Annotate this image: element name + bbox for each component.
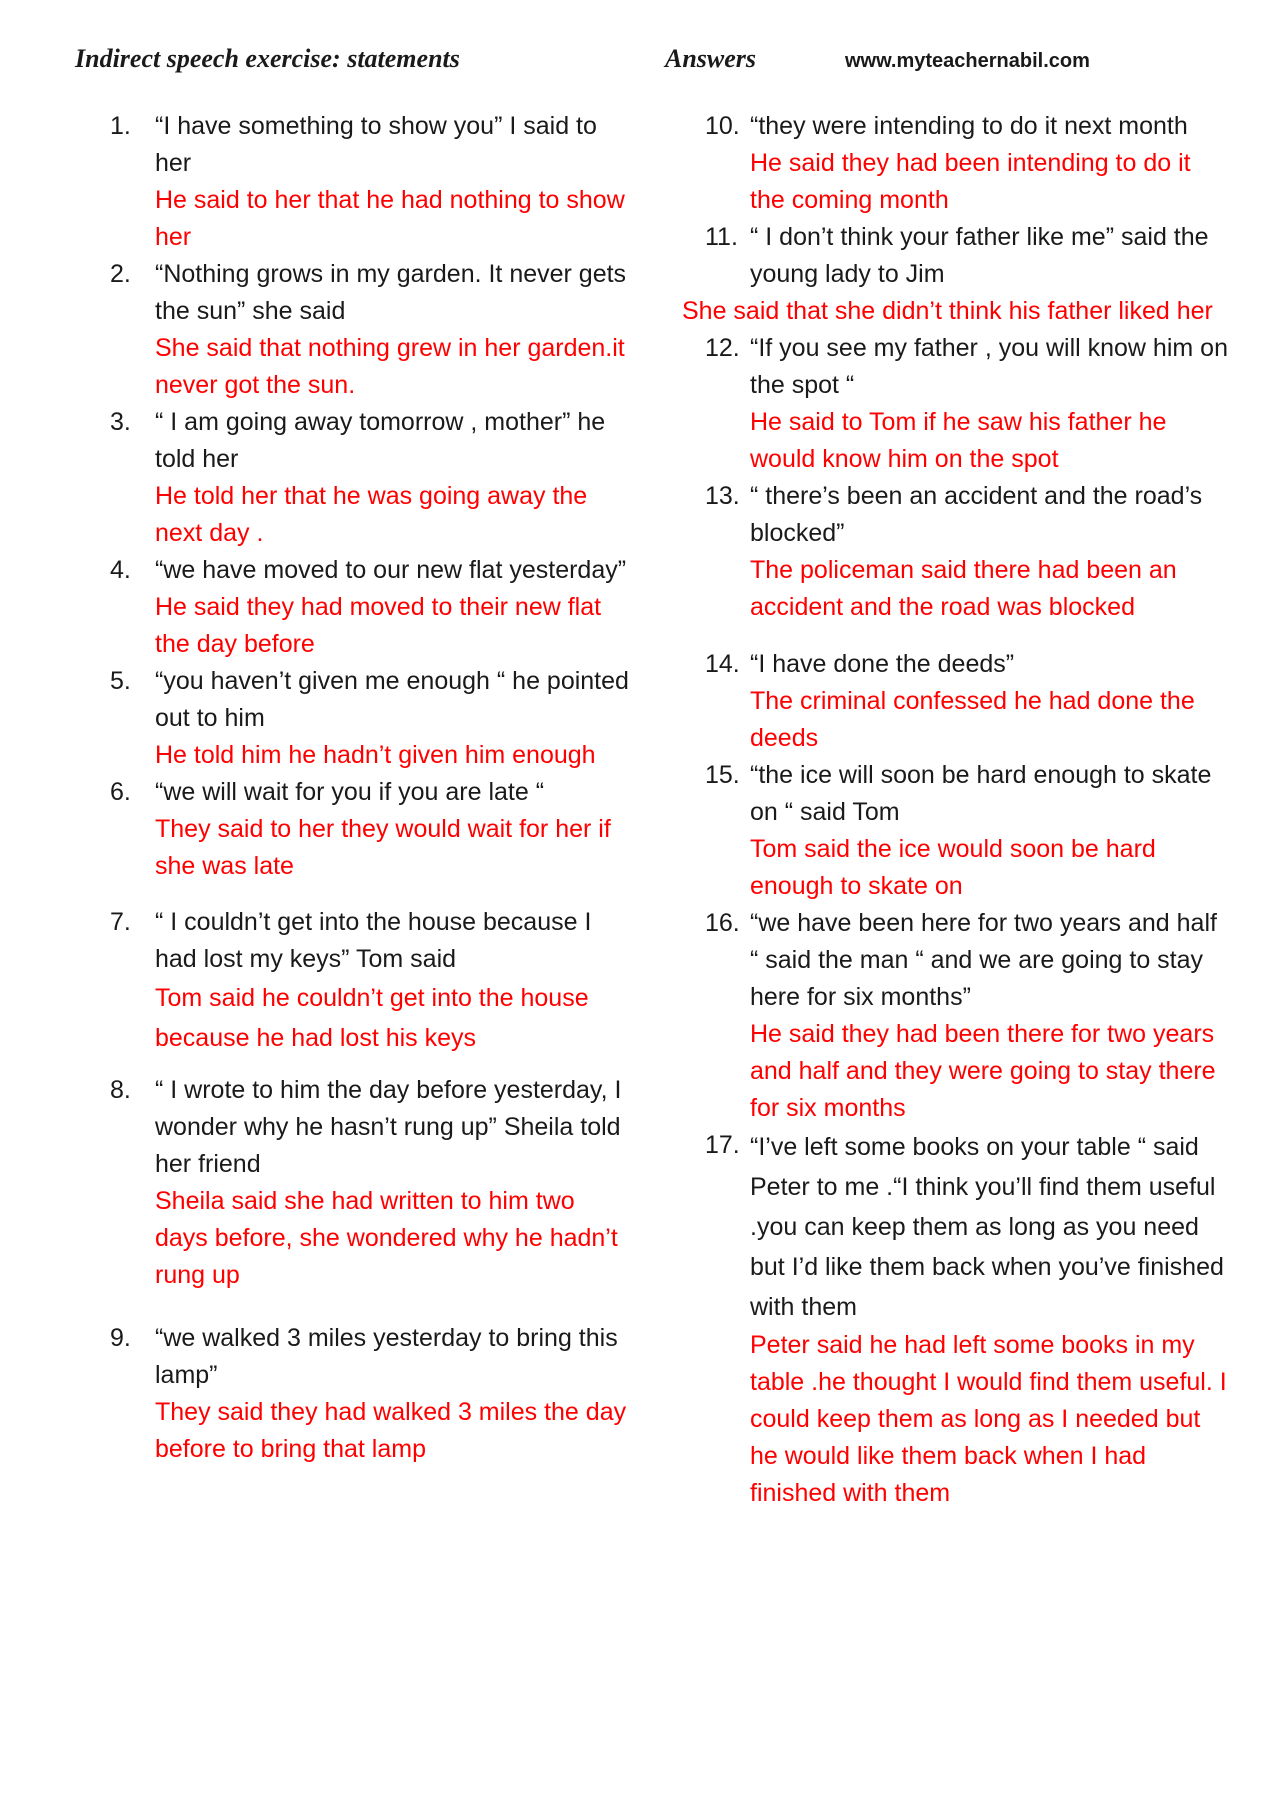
answer-text: He said they had been there for two years and half and they were going to stay there for six months — [750, 1020, 1216, 1122]
answer-text: Tom said the ice would soon be hard enough to skate on — [750, 835, 1156, 900]
exercise-item-3 — [110, 404, 630, 552]
item-number: 4. — [110, 556, 131, 584]
answer-text: He said to her that he had nothing to show her — [155, 186, 625, 251]
right-column — [682, 108, 1230, 1512]
answer-text: Sheila said she had written to him two days before, she wondered why he hadn’t rung up — [155, 1187, 618, 1289]
item-number: 12. — [705, 334, 740, 362]
question-text: “you haven’t given me enough “ he pointed out to him — [155, 667, 629, 732]
item-number: 2. — [110, 260, 131, 288]
left-column — [110, 108, 630, 1468]
exercise-item-14 — [705, 646, 1230, 757]
item-number: 6. — [110, 778, 131, 806]
item-number: 8. — [110, 1076, 131, 1104]
exercise-item-10 — [705, 108, 1230, 219]
exercise-item-4 — [110, 552, 630, 663]
item-number: 17. — [705, 1131, 740, 1159]
answer-text: They said to her they would wait for her if she was late — [155, 815, 611, 880]
exercise-item-6 — [110, 774, 630, 885]
question-text: “we walked 3 miles yesterday to bring this lamp” — [155, 1324, 618, 1389]
answer-text: He told her that he was going away the next day . — [155, 482, 588, 547]
item-number: 3. — [110, 408, 131, 436]
question-text: “ I wrote to him the day before yesterday, I wonder why he hasn’t rung up” Sheila told her friend — [155, 1076, 622, 1178]
answer-text: The policeman said there had been an accident and the road was blocked — [750, 556, 1177, 621]
exercise-item-5 — [110, 663, 630, 774]
answer-text: They said they had walked 3 miles the day before to bring that lamp — [155, 1398, 627, 1463]
question-text: “we will wait for you if you are late “ — [155, 778, 545, 806]
answers-label: Answers — [665, 44, 757, 73]
page-header — [75, 44, 1215, 84]
question-text: “the ice will soon be hard enough to skate on “ said Tom — [750, 761, 1212, 826]
answer-text: He told him he hadn’t given him enough — [155, 741, 596, 769]
item-number: 15. — [705, 761, 740, 789]
answer-text: He said to Tom if he saw his father he would know him on the spot — [750, 408, 1167, 473]
question-text: “ I don’t think your father like me” said the young lady to Jim — [750, 223, 1209, 288]
question-text: “I’ve left some books on your table “ said Peter to me .“I think you’ll find them useful .you can keep them as long as you need but I’d like them back when you’ve finished with them — [750, 1133, 1224, 1321]
item-number: 1. — [110, 112, 131, 140]
exercise-item-12 — [705, 330, 1230, 478]
answer-text: He said they had been intending to do it the coming month — [750, 149, 1191, 214]
exercise-item-2 — [110, 256, 630, 404]
question-text: “they were intending to do it next month — [750, 112, 1188, 140]
exercise-item-13 — [705, 478, 1230, 626]
exercise-item-15 — [705, 757, 1230, 905]
question-text: “ I am going away tomorrow , mother” he told her — [155, 408, 606, 473]
item-number: 13. — [705, 482, 740, 510]
item-number: 11. — [705, 223, 738, 251]
page-title: Indirect speech exercise: statements — [75, 44, 460, 73]
exercise-item-1 — [110, 108, 630, 256]
exercise-item-9 — [110, 1320, 630, 1468]
exercise-item-17 — [705, 1127, 1230, 1512]
answer-text: She said that she didn’t think his father liked her — [682, 297, 1213, 325]
answer-text: Peter said he had left some books in my table .he thought I would find them useful. I could keep them as long as I needed but he would like them back when I had finished with them — [750, 1331, 1227, 1507]
website-url[interactable]: www.myteachernabil.com — [845, 50, 1090, 72]
question-text: “ there’s been an accident and the road’s blocked” — [750, 482, 1203, 547]
exercise-item-11 — [682, 219, 1230, 330]
item-number: 10. — [705, 112, 740, 140]
exercise-item-7 — [110, 904, 630, 1058]
answer-text: The criminal confessed he had done the deeds — [750, 687, 1195, 752]
question-text: “I have something to show you” I said to her — [155, 112, 597, 177]
question-text: “we have moved to our new flat yesterday” — [155, 556, 627, 584]
answer-text: He said they had moved to their new flat the day before — [155, 593, 602, 658]
question-text: “ I couldn’t get into the house because I had lost my keys” Tom said — [155, 908, 592, 973]
question-text: “If you see my father , you will know him on the spot “ — [750, 334, 1228, 399]
question-text: “Nothing grows in my garden. It never gets the sun” she said — [155, 260, 627, 325]
exercise-item-16 — [705, 905, 1230, 1127]
question-text: “I have done the deeds” — [750, 650, 1015, 678]
answer-text: Tom said he couldn’t get into the house because he had lost his keys — [155, 984, 589, 1052]
question-text: “we have been here for two years and half “ said the man “ and we are going to stay here for six months” — [750, 909, 1217, 1011]
exercise-item-8 — [110, 1072, 630, 1294]
answer-text: She said that nothing grew in her garden.it never got the sun. — [155, 334, 625, 399]
item-number: 16. — [705, 909, 740, 937]
item-number: 14. — [705, 650, 740, 678]
item-number: 5. — [110, 667, 131, 695]
item-number: 9. — [110, 1324, 131, 1352]
item-number: 7. — [110, 908, 131, 936]
